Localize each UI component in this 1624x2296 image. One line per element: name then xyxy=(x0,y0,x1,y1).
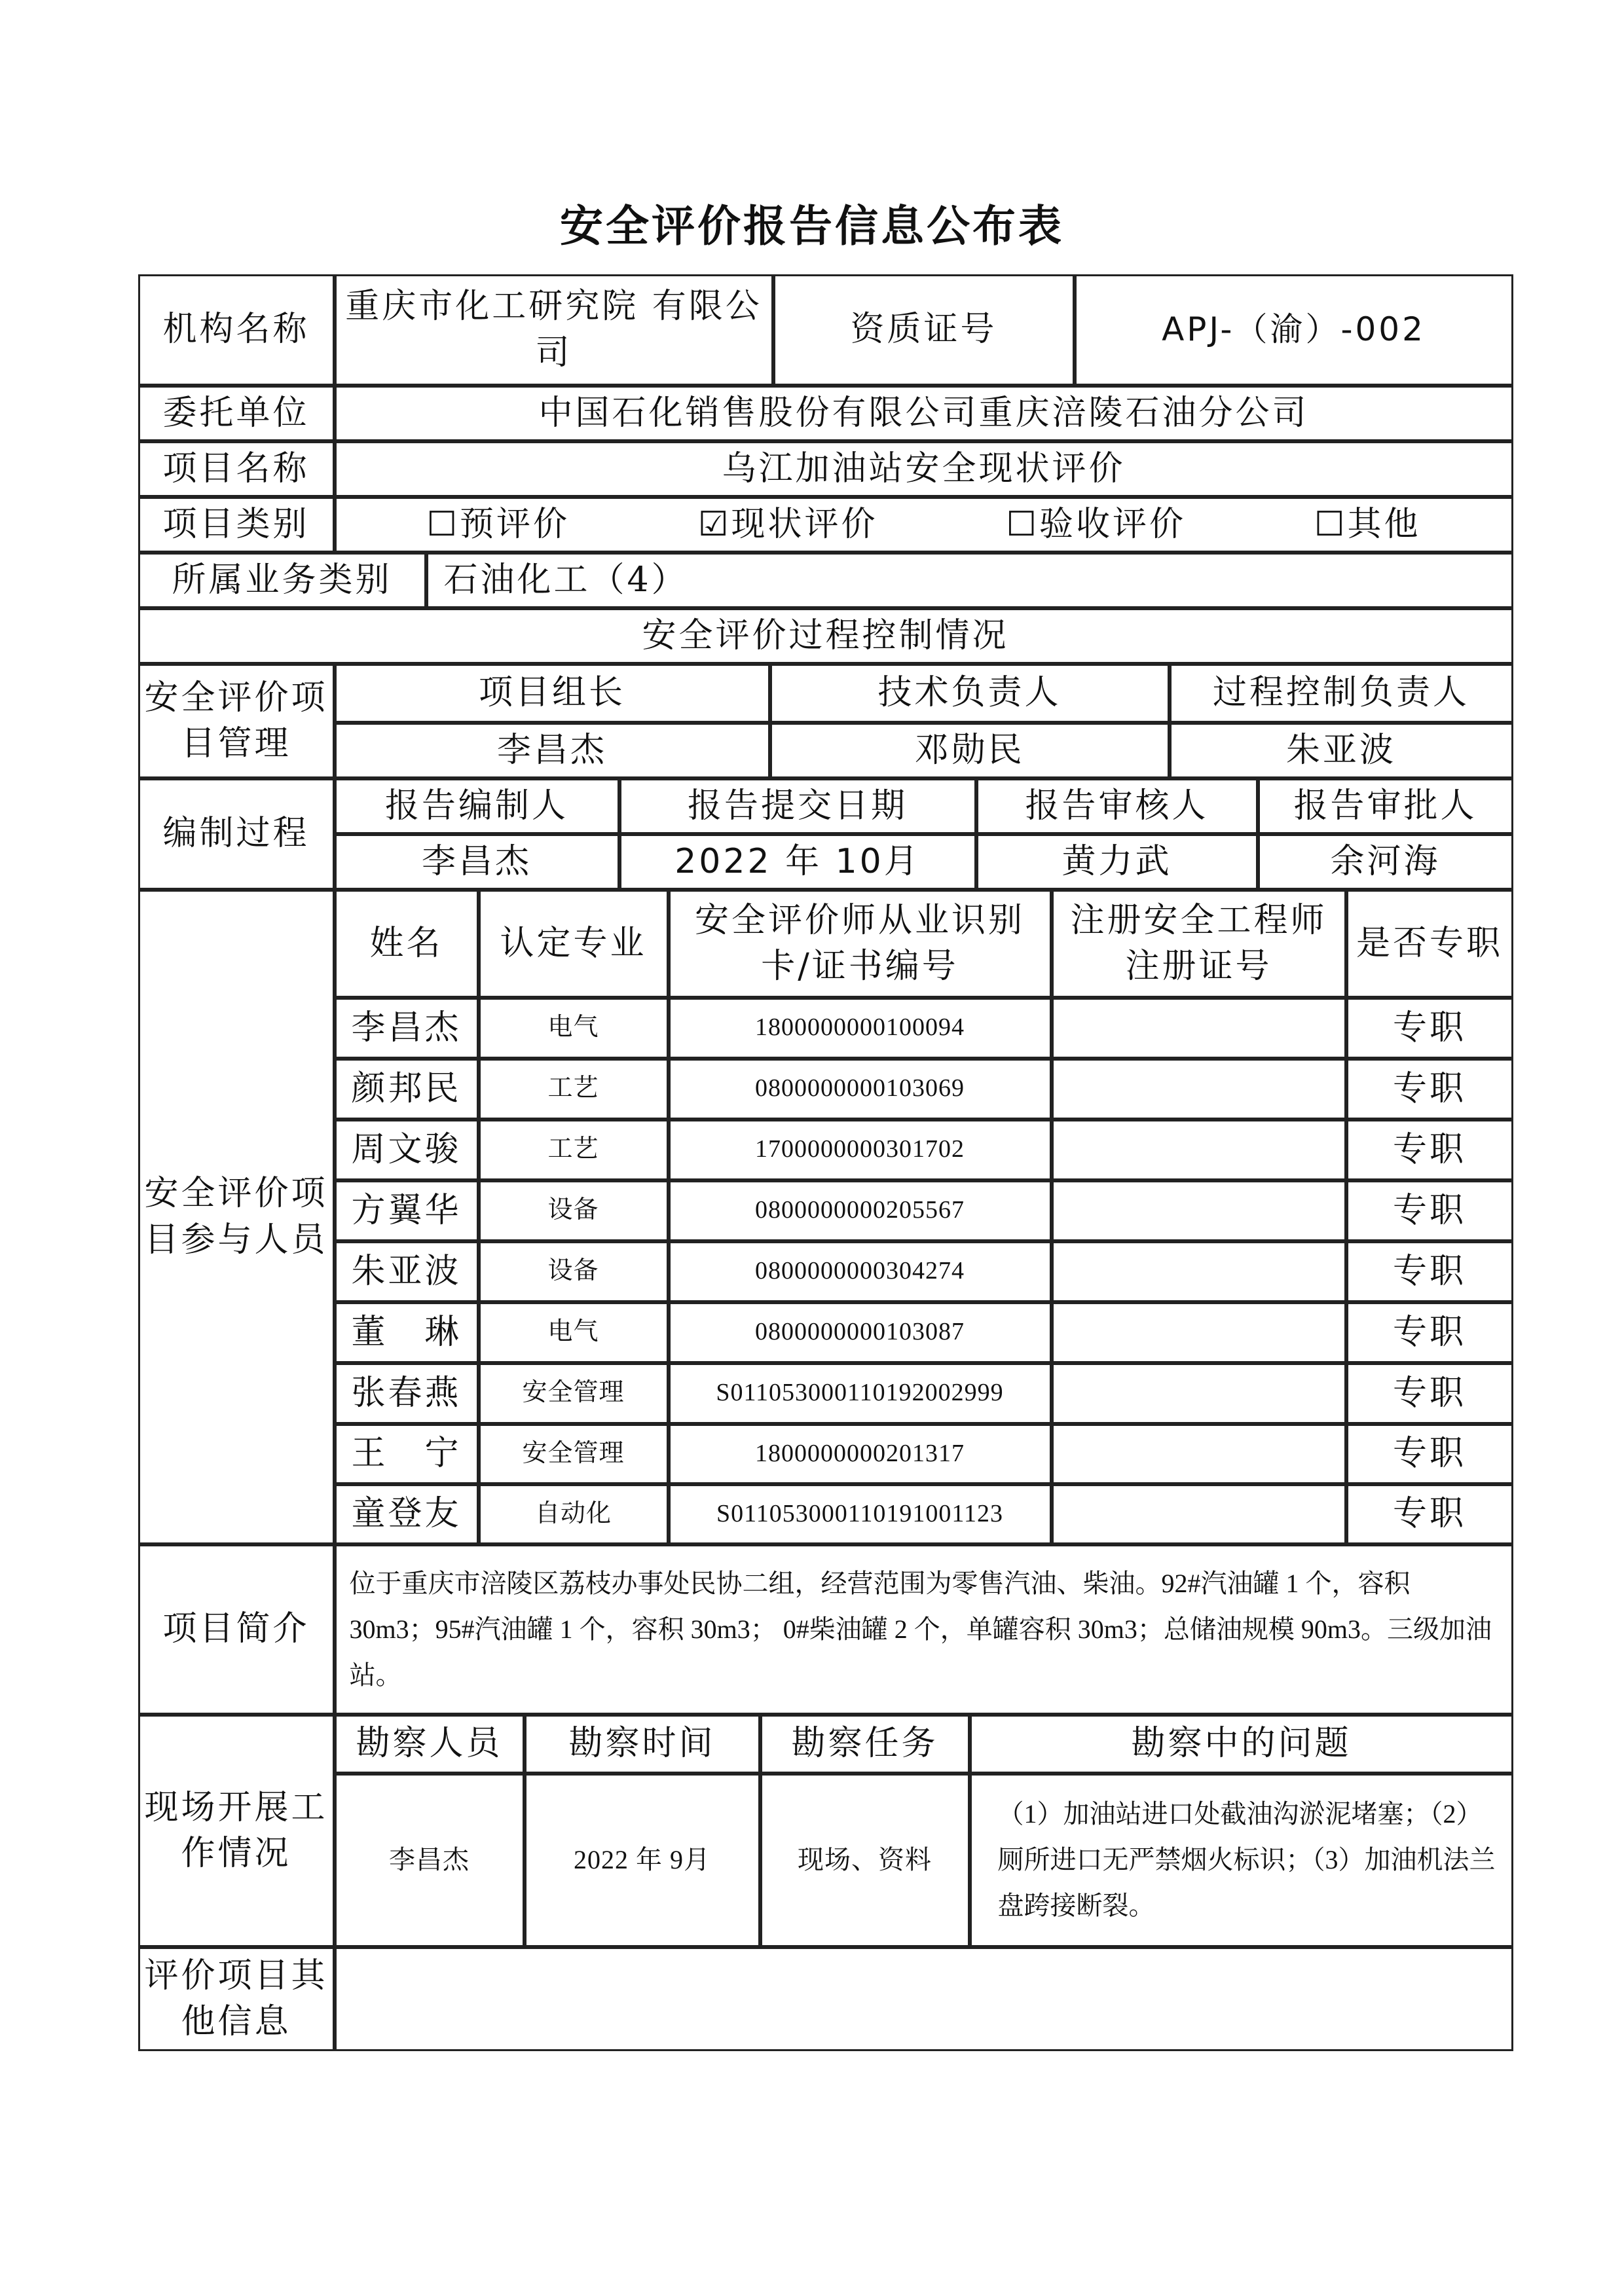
mgmt-value-process: 朱亚波 xyxy=(1170,723,1513,778)
participants-label xyxy=(138,890,335,1544)
participant-reg xyxy=(1052,998,1346,1059)
participant-reg xyxy=(1052,1120,1346,1180)
cert-number: APJ-（渝）-002 xyxy=(1075,274,1513,386)
mgmt-value-tech: 邓勋民 xyxy=(770,723,1170,778)
participant-name: 董 琳 xyxy=(335,1302,479,1363)
business-category-label: 所属业务类别 xyxy=(138,553,426,608)
client-value: 中国石化销售股份有限公司重庆涪陵石油分公司 xyxy=(335,386,1513,441)
participant-name: 童登友 xyxy=(335,1484,479,1544)
page-title: 安全评价报告信息公布表 xyxy=(560,200,1064,251)
participant-reg xyxy=(1052,1302,1346,1363)
participant-specialty: 安全管理 xyxy=(479,1424,669,1484)
participants-header-fulltime xyxy=(1346,890,1513,998)
participant-name: 朱亚波 xyxy=(335,1241,479,1302)
comp-value-reviewer: 黄力武 xyxy=(976,834,1258,890)
comp-value-date: 2022 年 10月 xyxy=(619,834,976,890)
participant-name: 李昌杰 xyxy=(335,998,479,1059)
mgmt-value-leader: 李昌杰 xyxy=(335,723,770,778)
participant-specialty: 工艺 xyxy=(479,1059,669,1120)
comp-value-author: 李昌杰 xyxy=(335,834,619,890)
participant-name: 周文骏 xyxy=(335,1120,479,1180)
management-label xyxy=(138,664,335,778)
project-category-options xyxy=(335,497,1513,553)
participant-card: S011053000110192002999 xyxy=(669,1363,1052,1424)
other-info-label-line2: 其他信息 xyxy=(181,1956,328,2041)
participant-specialty: 自动化 xyxy=(479,1484,669,1544)
participants-label-line3: 人员 xyxy=(254,1220,328,1260)
card-header-line2: 卡/证书编号 xyxy=(761,947,959,986)
participants-label-line2: 项目参与 xyxy=(144,1174,328,1260)
participant-card: 0800000000103087 xyxy=(669,1302,1052,1363)
fieldwork-label-line2: 工作情况 xyxy=(181,1787,328,1873)
participant-reg xyxy=(1052,1180,1346,1241)
process-section-title: 安全评价过程控制情况 xyxy=(138,608,1513,664)
management-label-line2: 项目管理 xyxy=(181,678,328,763)
participant-specialty: 设备 xyxy=(479,1241,669,1302)
fieldwork-header-issues: 勘察中的问题 xyxy=(970,1715,1513,1774)
participant-reg xyxy=(1052,1059,1346,1120)
category-option-acceptance xyxy=(1006,501,1186,547)
participant-specialty: 电气 xyxy=(479,998,669,1059)
participant-fulltime: 专职 xyxy=(1346,1424,1513,1484)
other-info-value xyxy=(335,1947,1513,2051)
participant-card: 0800000000304274 xyxy=(669,1241,1052,1302)
participant-card: 0800000000205567 xyxy=(669,1180,1052,1241)
reg-header-line2: 师注册证号 xyxy=(1125,900,1327,986)
mgmt-header-tech: 技术负责人 xyxy=(770,664,1170,723)
fieldwork-task: 现场、资料 xyxy=(760,1774,970,1947)
participant-card: 1800000000201317 xyxy=(669,1424,1052,1484)
participant-card: S011053000110191001123 xyxy=(669,1484,1052,1544)
participant-fulltime: 专职 xyxy=(1346,998,1513,1059)
comp-header-reviewer: 报告审核人 xyxy=(976,778,1258,834)
card-header-line1: 安全评价师从业识别 xyxy=(694,900,1025,940)
mgmt-header-leader: 项目组长 xyxy=(335,664,770,723)
org-name xyxy=(335,274,773,386)
compilation-label: 编制过程 xyxy=(138,778,335,890)
category-option-pre xyxy=(426,501,570,547)
fulltime-header-line1: 是否 xyxy=(1356,923,1430,963)
org-name-line2: 有限公司 xyxy=(535,287,762,373)
participant-name: 方翼华 xyxy=(335,1180,479,1241)
participant-specialty: 设备 xyxy=(479,1180,669,1241)
org-label: 机构名称 xyxy=(138,274,335,386)
fieldwork-header-task: 勘察任务 xyxy=(760,1715,970,1774)
participant-specialty: 安全管理 xyxy=(479,1363,669,1424)
participant-fulltime: 专职 xyxy=(1346,1302,1513,1363)
fieldwork-surveyor: 李昌杰 xyxy=(335,1774,525,1947)
unchecked-box-icon: ☐ xyxy=(1006,504,1040,544)
checked-box-icon: ☑ xyxy=(697,504,731,544)
category-option-other xyxy=(1314,501,1421,547)
business-category-value: 石油化工（4） xyxy=(426,553,1513,608)
participant-reg xyxy=(1052,1424,1346,1484)
project-name-value: 乌江加油站安全现状评价 xyxy=(335,441,1513,497)
fulltime-header-line2: 专职 xyxy=(1430,923,1504,963)
participant-name: 颜邦民 xyxy=(335,1059,479,1120)
unchecked-box-icon: ☐ xyxy=(426,504,460,544)
comp-header-author: 报告编制人 xyxy=(335,778,619,834)
other-info-label xyxy=(138,1947,335,2051)
fieldwork-header-surveyor: 勘察人员 xyxy=(335,1715,525,1774)
project-name-label: 项目名称 xyxy=(138,441,335,497)
category-option-label: 现状评价 xyxy=(731,504,878,544)
participant-fulltime: 专职 xyxy=(1346,1120,1513,1180)
management-label-line1: 安全评价 xyxy=(144,678,291,718)
participant-name: 张春燕 xyxy=(335,1363,479,1424)
fieldwork-header-time: 勘察时间 xyxy=(525,1715,760,1774)
unchecked-box-icon: ☐ xyxy=(1314,504,1348,544)
cert-label: 资质证号 xyxy=(773,274,1075,386)
participant-card: 1800000000100094 xyxy=(669,998,1052,1059)
reg-header-line1: 注册安全工程 xyxy=(1070,900,1291,940)
participant-fulltime: 专职 xyxy=(1346,1059,1513,1120)
summary-label: 项目简介 xyxy=(138,1544,335,1715)
participants-header-card xyxy=(669,890,1052,998)
participants-label-line1: 安全评价 xyxy=(144,1174,291,1214)
participant-reg xyxy=(1052,1484,1346,1544)
other-info-label-line1: 评价项目 xyxy=(144,1956,291,1995)
comp-header-approver: 报告审批人 xyxy=(1258,778,1513,834)
category-option-label: 其他 xyxy=(1347,504,1421,544)
participant-card: 0800000000103069 xyxy=(669,1059,1052,1120)
category-option-label: 预评价 xyxy=(460,504,570,544)
participant-reg xyxy=(1052,1241,1346,1302)
participant-specialty: 电气 xyxy=(479,1302,669,1363)
participants-header-name: 姓名 xyxy=(335,890,479,998)
participants-header-specialty: 认定专业 xyxy=(479,890,669,998)
participant-card: 1700000000301702 xyxy=(669,1120,1052,1180)
fieldwork-label-line1: 现场开展 xyxy=(144,1787,291,1827)
info-table xyxy=(139,275,1514,2052)
fieldwork-issues: （1）加油站进口处截油沟淤泥堵塞；（2）厕所进口无严禁烟火标识；（3）加油机法兰盘跨接断裂。 xyxy=(970,1774,1513,1947)
participant-fulltime: 专职 xyxy=(1346,1241,1513,1302)
category-option-label: 验收评价 xyxy=(1039,504,1187,544)
fieldwork-time: 2022 年 9月 xyxy=(525,1774,760,1947)
participant-name: 王 宁 xyxy=(335,1424,479,1484)
project-category-label: 项目类别 xyxy=(138,497,335,553)
participant-fulltime: 专职 xyxy=(1346,1363,1513,1424)
fieldwork-label xyxy=(138,1715,335,1947)
category-option-current xyxy=(698,501,878,547)
client-label: 委托单位 xyxy=(138,386,335,441)
participant-fulltime: 专职 xyxy=(1346,1484,1513,1544)
participant-specialty: 工艺 xyxy=(479,1120,669,1180)
participant-reg xyxy=(1052,1363,1346,1424)
org-name-line1: 重庆市化工研究院 xyxy=(345,287,639,327)
participants-header-reg xyxy=(1052,890,1346,998)
comp-header-date: 报告提交日期 xyxy=(619,778,976,834)
participant-fulltime: 专职 xyxy=(1346,1180,1513,1241)
comp-value-approver: 余河海 xyxy=(1258,834,1513,890)
summary-text: 位于重庆市涪陵区荔枝办事处民协二组，经营范围为零售汽油、柴油。92#汽油罐 1 个，容积 30m3；95#汽油罐 1 个，容积 30m3； 0#柴油罐 2 个，单罐容积 30m3；总储油规模 90m3。三级加油站。 xyxy=(335,1544,1513,1715)
mgmt-header-process: 过程控制负责人 xyxy=(1170,664,1513,723)
